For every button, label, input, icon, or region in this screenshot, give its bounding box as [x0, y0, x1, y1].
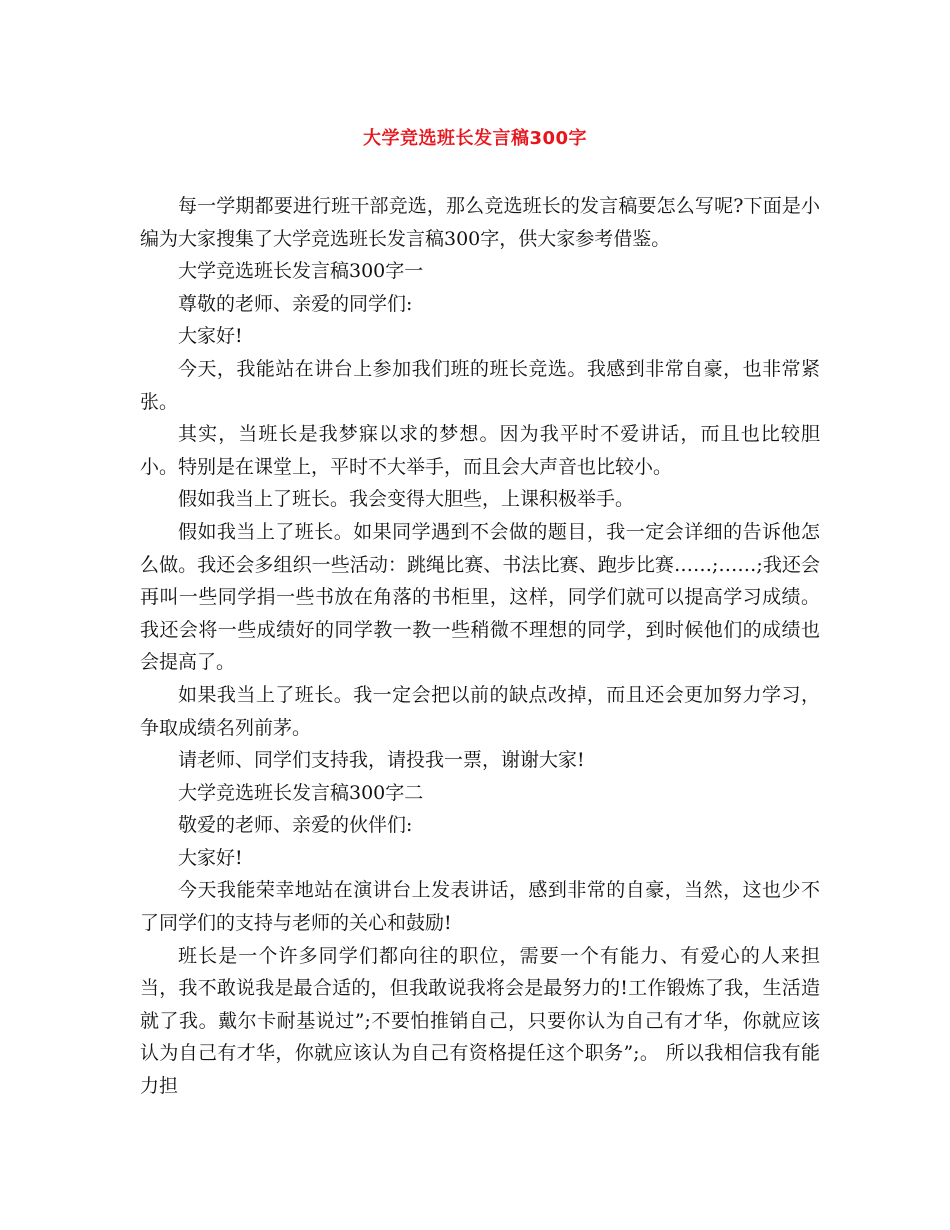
paragraph: 今天，我能站在讲台上参加我们班的班长竞选。我感到非常自豪，也非常紧张。 — [140, 357, 820, 413]
document-body — [140, 190, 820, 1103]
paragraph: 假如我当上了班长。如果同学遇到不会做的题目，我一定会详细的告诉他怎么做。我还会多组织一些活动：跳绳比赛、书法比赛、跑步比赛……;……;我还会再叫一些同学捐一些书放在角落的书柜里，这样，同学们就可以提高学习成绩。我还会将一些成绩好的同学教一教一些稍微不理想的同学，到时候他们的成绩也会提高了。 — [140, 520, 820, 674]
greeting: 大家好! — [178, 325, 243, 348]
paragraph-intro: 每一学期都要进行班干部竞选，那么竞选班长的发言稿要怎么写呢?下面是小编为大家搜集了大学竞选班长发言稿300字，供大家参考借鉴。 — [140, 195, 820, 250]
paragraph: 班长是一个许多同学们都向往的职位，需要一个有能力、有爱心的人来担当，我不敢说我是最合适的，但我敢说我将会是最努力的!工作锻炼了我，生活造就了我。戴尔卡耐基说过”;不要怕推销自己，只要你认为自己有才华，你就应该认为自己有才华，你就应该认为自己有资格提任这个职务”;。 所以我相信我有能力担 — [140, 944, 820, 1098]
paragraph: 假如我当上了班长。我会变得大胆些，上课积极举手。 — [178, 488, 635, 511]
paragraph: 今天我能荣幸地站在演讲台上发表讲话，感到非常的自豪，当然，这也少不了同学们的支持与老师的关心和鼓励! — [140, 879, 820, 935]
paragraph: 如果我当上了班长。我一定会把以前的缺点改掉，而且还会更加努力学习，争取成绩名列前茅。 — [140, 683, 820, 739]
section-heading-one: 大学竞选班长发言稿300字一 — [178, 260, 424, 283]
paragraph-closing: 请老师、同学们支持我，请投我一票，谢谢大家! — [178, 749, 585, 772]
section-heading-two: 大学竞选班长发言稿300字二 — [178, 781, 424, 804]
salutation: 敬爱的老师、亲爱的伙伴们: — [178, 814, 413, 837]
paragraph: 其实，当班长是我梦寐以求的梦想。因为我平时不爱讲话，而且也比较胆小。特别是在课堂上，平时不大举手，而且会大声音也比较小。 — [140, 423, 820, 478]
greeting: 大家好! — [178, 846, 243, 869]
salutation: 尊敬的老师、亲爱的同学们: — [178, 292, 413, 315]
document-title: 大学竞选班长发言稿300字 — [362, 128, 588, 149]
